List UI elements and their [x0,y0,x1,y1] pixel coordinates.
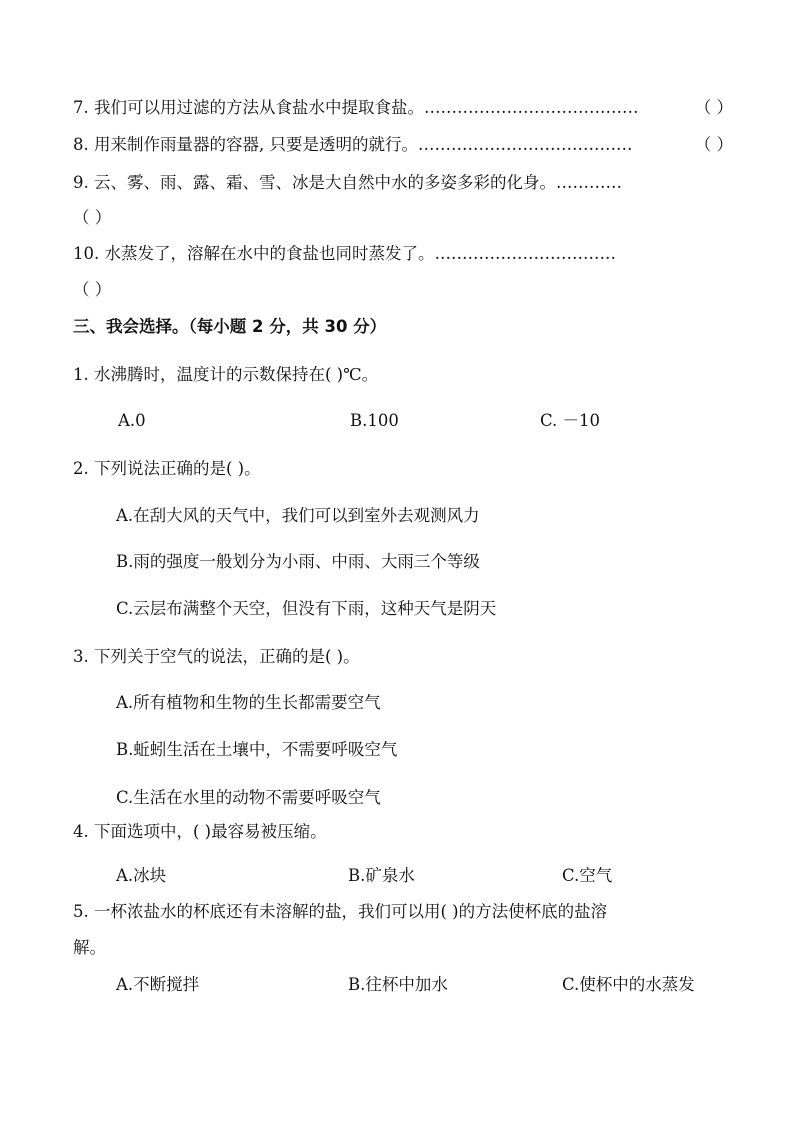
option-a[interactable]: A.0 [118,411,146,430]
question-2-stem: 2. 下列说法正确的是( )。 [73,459,261,478]
tf-item-text: 8. 用来制作雨量器的容器, 只要是透明的就行。………………………………… [73,135,633,154]
option-b[interactable]: B.雨的强度一般划分为小雨、中雨、大雨三个等级 [116,552,480,571]
tf-item-8 [73,133,733,157]
option-c[interactable]: C.空气 [562,866,613,885]
option-c[interactable]: C. －10 [540,411,601,430]
tf-item-9: 9. 云、雾、雨、露、霜、雪、冰是大自然中水的多姿多彩的化身。………… [73,173,622,192]
option-b[interactable]: B.往杯中加水 [348,975,448,994]
question-4-stem: 4. 下面选项中，( )最容易被压缩。 [73,822,327,841]
option-b[interactable]: B.矿泉水 [348,866,415,885]
option-b[interactable]: B.100 [350,411,399,430]
question-5-stem-cont: 解。 [73,938,106,957]
tf-item-7 [73,96,733,120]
answer-blank[interactable]: （ ） [73,280,112,299]
question-5-stem: 5. 一杯浓盐水的杯底还有未溶解的盐，我们可以用( )的方法使杯底的盐溶 [73,902,608,921]
option-c[interactable]: C.云层布满整个天空，但没有下雨，这种天气是阴天 [116,599,497,618]
option-a[interactable]: A.不断搅拌 [116,975,200,994]
answer-blank[interactable]: （ ） [694,98,733,117]
option-b[interactable]: B.蚯蚓生活在土壤中，不需要呼吸空气 [116,740,398,759]
answer-blank[interactable]: （ ） [73,208,112,227]
option-a[interactable]: A.所有植物和生物的生长都需要空气 [116,693,381,712]
question-3-stem: 3. 下列关于空气的说法，正确的是( )。 [73,647,360,666]
question-1-stem: 1. 水沸腾时，温度计的示数保持在( )℃。 [73,365,379,384]
answer-blank[interactable]: （ ） [694,135,733,154]
tf-item-text: 7. 我们可以用过滤的方法从食盐水中提取食盐。………………………………… [73,98,639,117]
option-c[interactable]: C.生活在水里的动物不需要呼吸空气 [116,788,381,807]
option-a[interactable]: A.冰块 [116,866,167,885]
option-a[interactable]: A.在刮大风的天气中，我们可以到室外去观测风力 [116,506,480,525]
tf-item-10: 10. 水蒸发了，溶解在水中的食盐也同时蒸发了。…………………………… [73,244,616,263]
section-title: 三、我会选择。（每小题 2 分，共 30 分） [73,317,387,336]
option-c[interactable]: C.使杯中的水蒸发 [562,975,695,994]
